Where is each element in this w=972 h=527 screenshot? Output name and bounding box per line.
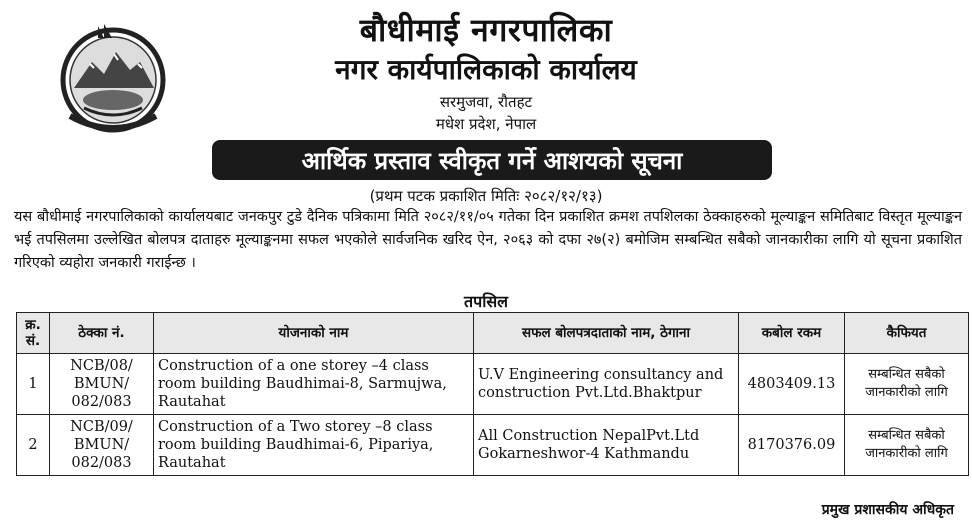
cell-sn: 2 (17, 415, 50, 476)
cell-amount: 4803409.13 (739, 354, 845, 415)
header-bidder: सफल बोलपत्रदाताको नाम, ठेगाना (474, 313, 739, 354)
cell-project: Construction of a one storey –4 class room building Baudhimai-8, Sarmujwa, Rautahat (154, 354, 474, 415)
table-header-row (17, 313, 969, 354)
notice-title: आर्थिक प्रस्ताव स्वीकृत गर्ने आशयको सूचना (301, 146, 683, 175)
cell-bidder: U.V Engineering consultancy and construction Pvt.Ltd.Bhaktpur (474, 354, 739, 415)
cell-remarks: सम्बन्धित सबैको जानकारीको लागि (845, 415, 969, 476)
cell-amount: 8170376.09 (739, 415, 845, 476)
contracts-table (16, 312, 969, 476)
cell-project: Construction of a Two storey –8 class room building Baudhimai-6, Pipariya, Rautahat (154, 415, 474, 476)
office-name: नगर कार्यपालिकाको कार्यालय (335, 53, 637, 86)
address-line-1: सरमुजवा, रौतहट (439, 93, 533, 111)
table-title: तपसिल (463, 292, 509, 311)
signoff: प्रमुख प्रशासकीय अधिकृत (821, 502, 954, 518)
cell-sn: 1 (17, 354, 50, 415)
cell-contract-no: NCB/09/ BMUN/ 082/083 (50, 415, 154, 476)
header-contract-no: ठेक्का नं. (50, 313, 154, 354)
notice-body: यस बौधीमाई नगरपालिकाको कार्यालयबाट जनकपुर टुडे दैनिक पत्रिकामा मिति २०८२/११/०५ गतेका दिन प्रकाशित क्रमश तपशिलका ठेक्काहरुको मूल्याङ्कन समितिबाट विस्तृत मूल्याङ्कन भई तपसिलमा उल्लेखित बोलपत्र दाताहरु मूल्याङ्कनमा सफल भएकोले सार्वजनिक खरिद ऐन, २०६३ को दफा २७(२) बमोजिम सम्बन्धित सबैको जानकारीका लागि यो सूचना प्रकाशित गरिएको व्यहोरा जनकारी गराईन्छ । (14, 209, 962, 271)
header-amount: कबोल रकम (739, 313, 845, 354)
cell-bidder: All Construction NepalPvt.Ltd Gokarneshwor-4 Kathmandu (474, 415, 739, 476)
publication-date: (प्रथम पटक प्रकाशित मितिः २०८२/१२/१३) (369, 187, 603, 205)
table-row (17, 354, 969, 415)
table-row (17, 415, 969, 476)
org-name: बौधीमाई नगरपालिका (359, 11, 613, 49)
header-project: योजनाको नाम (154, 313, 474, 354)
cell-remarks: सम्बन्धित सबैको जानकारीको लागि (845, 354, 969, 415)
header-sn: क्र. सं. (17, 313, 50, 354)
notice-title-banner (212, 140, 772, 180)
address-line-2: मधेश प्रदेश, नेपाल (435, 115, 537, 133)
header-remarks: कैफियत (845, 313, 969, 354)
cell-contract-no: NCB/08/ BMUN/ 082/083 (50, 354, 154, 415)
